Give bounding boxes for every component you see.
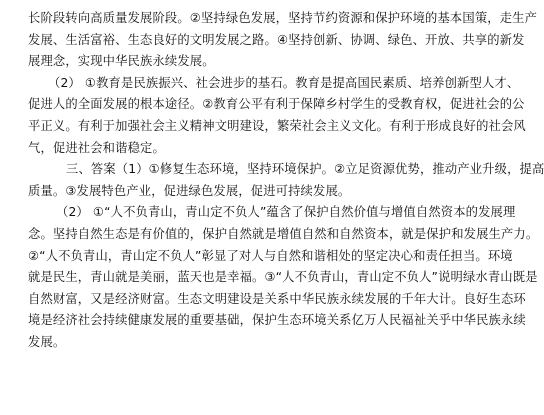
text-line-1: 长阶段转向高质量发展阶段。②坚持绿色发展，坚持节约资源和保护环境的基本国策，走生产 xyxy=(28,11,538,25)
text-line-13: 就是民生，青山就是美丽，蓝天也是幸福。③“人不负青山，青山定不负人”说明绿水青山既是 xyxy=(28,270,538,285)
text-line-7: 气，促进社会和谐稳定。 xyxy=(28,140,165,155)
text-line-5: 促进人的全面发展的根本途径。②教育公平有利于保障乡村学生的受教育权，促进社会的公 xyxy=(28,97,525,112)
text-line-9: 质量。③发展特色产业，促进绿色发展，促进可持续发展。 xyxy=(28,183,351,198)
text-line-10: （2） ①“人不负青山，青山定不负人”蕴含了保护自然价值与增值自然资本的发展理 xyxy=(56,205,516,220)
text-line-12: ②“人不负青山，青山定不负人”彰显了对人与自然和谐相处的坚定决心和责任担当。环境 xyxy=(28,248,513,263)
text-line-8: 三、答案（1）①修复生态环境，坚持环境保护。②立足资源优势，推动产业升级，提高 xyxy=(66,162,544,177)
text-line-14: 自然财富，又是经济财富。生态文明建设是关系中华民族永续发展的千年大计。良好生态环 xyxy=(28,291,526,306)
text-line-11: 念。坚持自然生态是有价值的，保护自然就是增值自然和自然资本，就是保护和发展生产力。 xyxy=(28,226,539,241)
text-line-16: 发展。 xyxy=(28,334,66,349)
text-line-4: （2） ①教育是民族振兴、社会进步的基石。教育是提高国民素质、培养创新型人才、 xyxy=(48,75,520,90)
text-line-15: 境是经济社会持续健康发展的重要基础，保护生态环境关系亿万人民福祉关乎中华民族永续 xyxy=(28,313,526,328)
text-line-2: 发展、生活富裕、生态良好的文明发展之路。④坚持创新、协调、绿色、开放、共享的新发 xyxy=(28,32,525,47)
text-line-3: 展理念，实现中华民族永续发展。 xyxy=(28,54,215,69)
text-line-6: 平正义。有利于加强社会主义精神文明建设，繁荣社会主义文化。有利于形成良好的社会风 xyxy=(28,118,526,133)
